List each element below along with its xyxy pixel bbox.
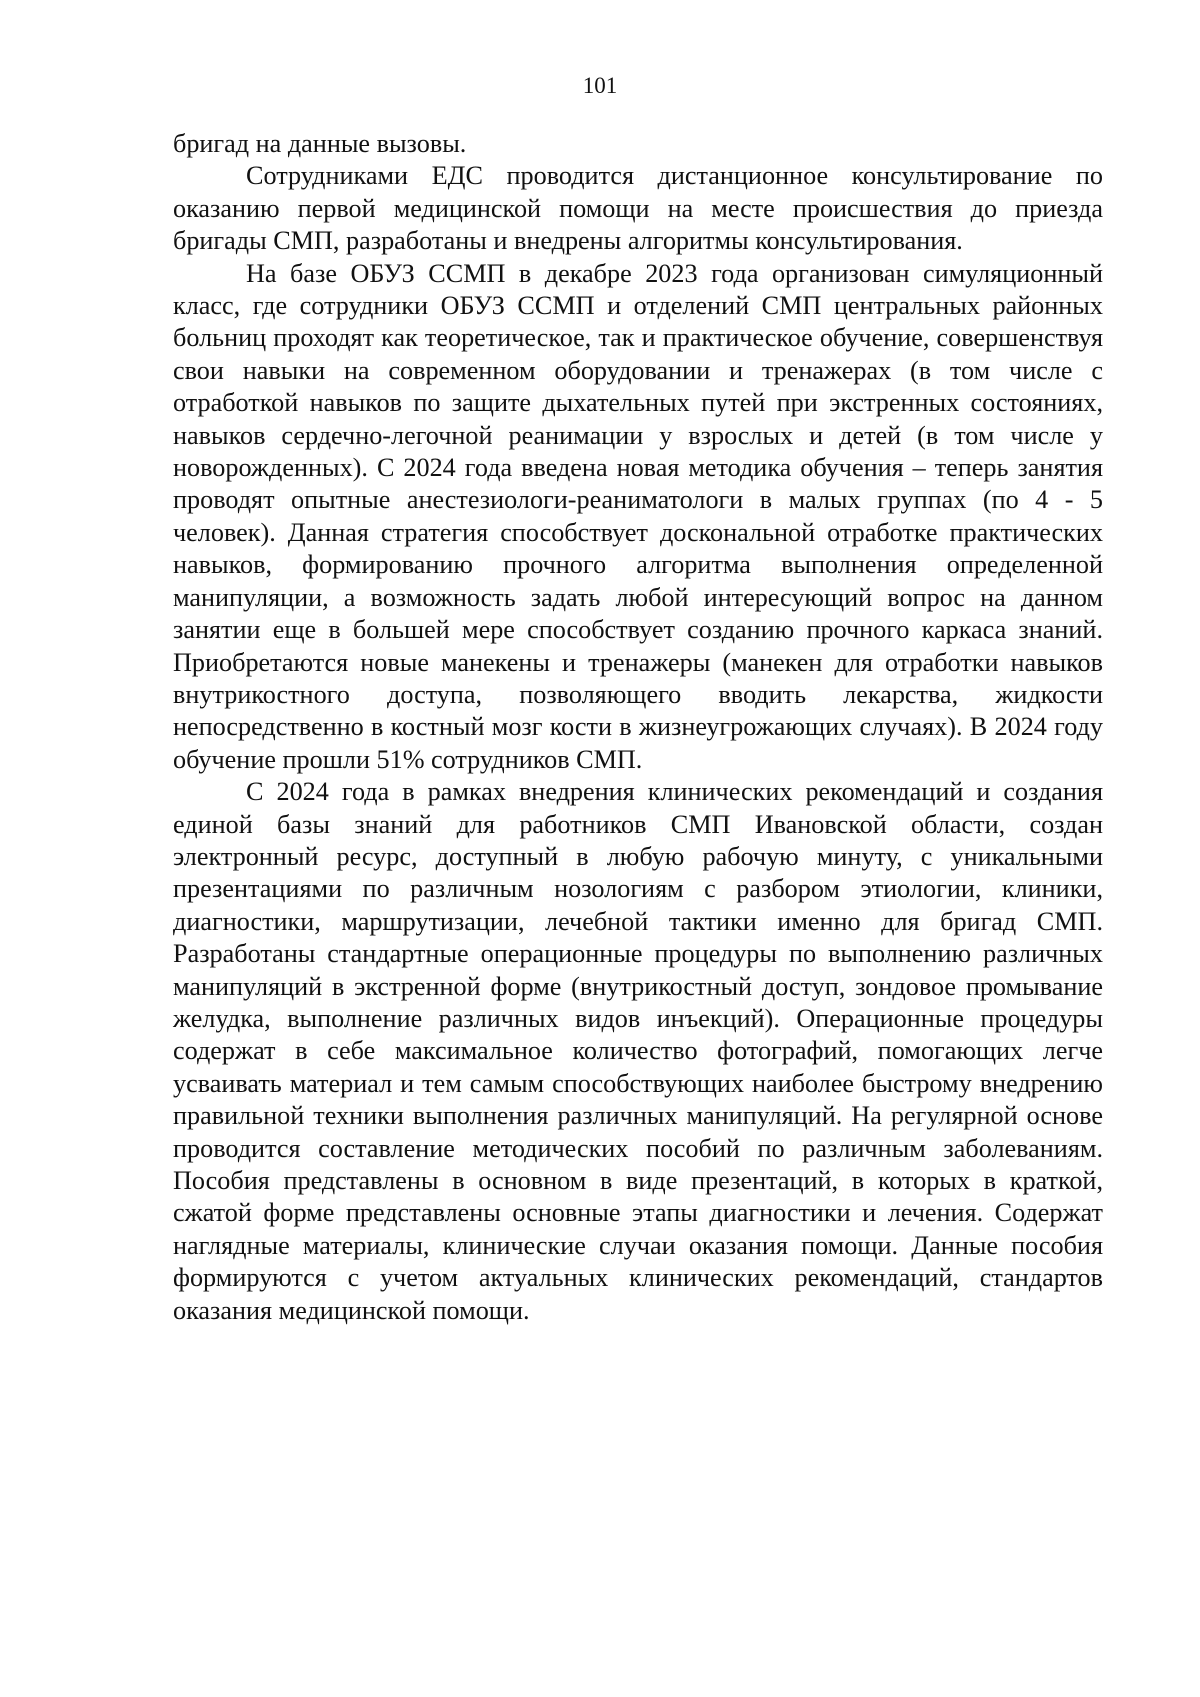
paragraph-2: Сотрудниками ЕДС проводится дистанционное консультирование по оказанию первой медицинской помощи на месте происшествия до приезда бригады СМП, разработаны и внедрены алгоритмы консультирования. [173, 161, 1103, 256]
paragraph-3: На базе ОБУЗ ССМП в декабре 2023 года организован симуляционный класс, где сотрудники ОБУЗ ССМП и отделений СМП центральных районных больниц проходят как теоретическое, так и практическое обучение, совершенствуя свои навыки на современном оборудовании и тренажерах (в том числе с отработкой навыков по защите дыхательных путей при экстренных состояниях, навыков сердечно-легочной реанимации у взрослых и детей (в том числе у новорожденных). С 2024 года введена новая методика обучения – теперь занятия проводят опытные анестезиологи-реаниматологи в малых группах (по 4 - 5 человек). Данная стратегия способствует доскональной отработке практических навыков, формированию прочного алгоритма выполнения определенной манипуляции, а возможность задать любой интересующий вопрос на данном занятии еще в большей мере способствует созданию прочного каркаса знаний. Приобретаются новые манекены и тренажеры (манекен для отработки навыков внутрикостного доступа, позволяющего вводить лекарства, жидкости непосредственно в костный мозг кости в жизнеугрожающих случаях). В 2024 году обучение прошли 51% сотрудников СМП. [173, 258, 1103, 774]
page-number: 101 [582, 73, 618, 98]
paragraph-1: бригад на данные вызовы. [173, 129, 467, 158]
document-body [173, 128, 1103, 1327]
paragraph-4: С 2024 года в рамках внедрения клинических рекомендаций и создания единой базы знаний для работников СМП Ивановской области, создан электронный ресурс, доступный в любую рабочую минуту, с уникальными презентациями по различным нозологиям с разбором этиологии, клиники, диагностики, маршрутизации, лечебной тактики именно для бригад СМП. Разработаны стандартные операционные процедуры по выполнению различных манипуляций в экстренной форме (внутрикостный доступ, зондовое промывание желудка, выполнение различных видов инъекций). Операционные процедуры содержат в себе максимальное количество фотографий, помогающих легче усваивать материал и тем самым способствующих наиболее быстрому внедрению правильной техники выполнения различных манипуляций. На регулярной основе проводится составление методических пособий по различным заболеваниям. Пособия представлены в основном в виде презентаций, в которых в краткой, сжатой форме представлены основные этапы диагностики и лечения. Содержат наглядные материалы, клинические случаи оказания помощи. Данные пособия формируются с учетом актуальных клинических рекомендаций, стандартов оказания медицинской помощи. [173, 777, 1103, 1325]
